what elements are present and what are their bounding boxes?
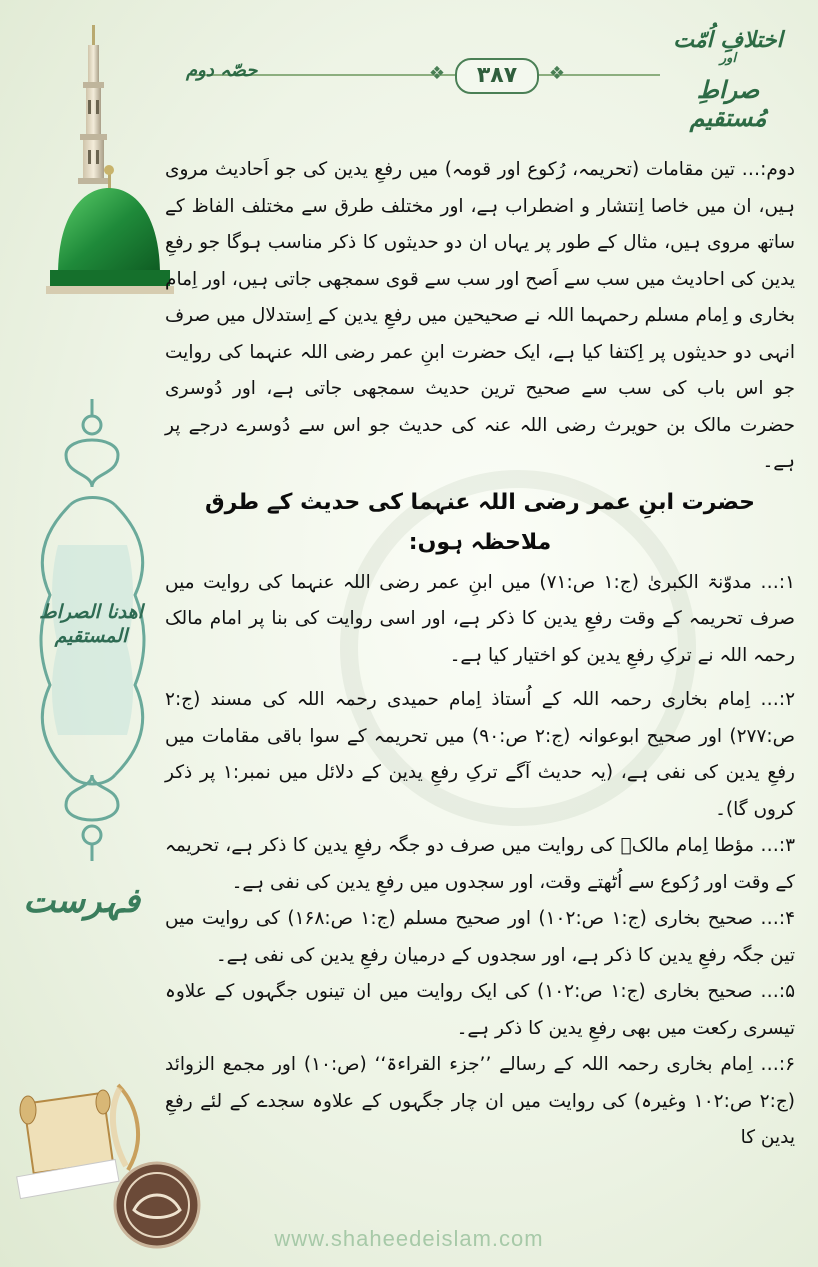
- frame-calligraphy: اھدنا الصراط المستقیم: [39, 601, 143, 647]
- list-item: ۳:… مؤطا اِمام مالکؒ کی روایت میں صرف دو جگہ رفعِ یدین کا ذکر ہے، تحریمہ کے وقت اور رُکوع سے اُٹھتے وقت، اور سجدوں میں رفعِ یدین کی نفی ہے۔: [165, 835, 795, 893]
- list-item: ۱:… مدوّنۃ الکبریٰ (ج:۱ ص:۷۱) میں ابنِ عمر رضی اللہ عنہما کی روایت میں صرف تحریمہ کے وقت رفعِ یدین کا ذکر ہے، اور اسی روایت کی بنا پر امام مالک رحمہ اللہ نے ترکِ رفعِ یدین کو اختیار کیا ہے۔: [165, 571, 796, 666]
- list-item: ۶:… اِمام بخاری رحمہ اللہ کے رسالے ’’جزء القراءۃ‘‘ (ص:۱۰) اور مجمع الزوائد (ج:۲ ص:۱۰۲ وغیرہ) کی روایت میں ان چار جگہوں کے علاوہ سجدے کے لئے رفعِ یدین کا: [165, 1054, 795, 1148]
- book-title-connector: اور: [719, 51, 737, 66]
- book-title-line1: اختلافِ اُمّت: [673, 28, 783, 53]
- main-text: [165, 152, 795, 1157]
- part-label: حصّہ دوم: [186, 60, 258, 81]
- list-item: ۴:… صحیح بخاری (ج:۱ ص:۱۰۲) اور صحیح مسلم (ج:۱ ص:۱۶۸) کی روایت میں تین جگہ رفعِ یدین کا ذکر ہے، اور سجدوں کے درمیان رفعِ یدین کی نفی ہے۔: [165, 908, 795, 966]
- section-heading: حضرت ابنِ عمر رضی اللہ عنہما کی حدیث کے طرق ملاحظہ ہوں:: [204, 489, 755, 555]
- ornament-left-icon: ❖: [428, 63, 446, 84]
- page-number: ۳۸۷: [455, 58, 539, 94]
- footer-website: www.shaheedeislam.com: [274, 1226, 544, 1251]
- book-title-line2: صراطِ مُستقیم: [689, 76, 767, 132]
- green-dome-mosque-icon: [28, 20, 178, 300]
- index-link[interactable]: فہرست: [23, 881, 140, 921]
- list-item: ۲:… اِمام بخاری رحمہ اللہ کے اُستاذ اِمام حمیدی رحمہ اللہ کی مسند (ج:۲ ص:۲۷۷) اور صحیح ابوعوانہ (ج:۲ ص:۹۰) میں تحریمہ کے سوا باقی مقامات میں رفعِ یدین کی نفی ہے، (یہ حدیث آگے ترکِ رفعِ یدین کے دلائل میں نمبر:۱ پر ذکر کروں گا)۔: [165, 689, 795, 820]
- list-item: ۵:… صحیح بخاری (ج:۱ ص:۱۰۲) کی ایک روایت میں ان تینوں جگہوں کے علاوہ تیسری رکعت میں بھی رفعِ یدین کا ذکر ہے۔: [165, 981, 796, 1039]
- ornament-right-icon: ❖: [548, 63, 566, 84]
- book-title: [658, 28, 798, 132]
- paragraph: دوم:… تین مقامات (تحریمہ، رُکوع اور قومہ) میں رفعِ یدین کی جو اَحادیث مروی ہیں، ان میں خاصا اِنتشار و اضطراب ہے، اور مختلف طرق سے مختلف الفاظ کے ساتھ مروی ہیں، مثال کے طور پر یہاں ان دو حدیثوں کا ذکر مناسب ہوگا جو رفعِ یدین کی احادیث میں سب سے اَصح اور سب سے قوی سمجھی جاتی ہیں، اور اِمام بخاری و اِمام مسلم رحمہما اللہ نے صحیحین میں رفعِ یدین کے اِستدلال میں صرف انہی دو حدیثوں پر اِکتفا کیا ہے، ایک حضرت ابنِ عمر رضی اللہ عنہما کی روایت جو اس باب کی سب سے صحیح ترین حدیث سمجھی جاتی ہے، اور دُوسری حضرت مالک بن حویرث رضی اللہ عنہ کی حدیث جو اس سے دُوسرے درجے پر ہے۔: [165, 159, 795, 472]
